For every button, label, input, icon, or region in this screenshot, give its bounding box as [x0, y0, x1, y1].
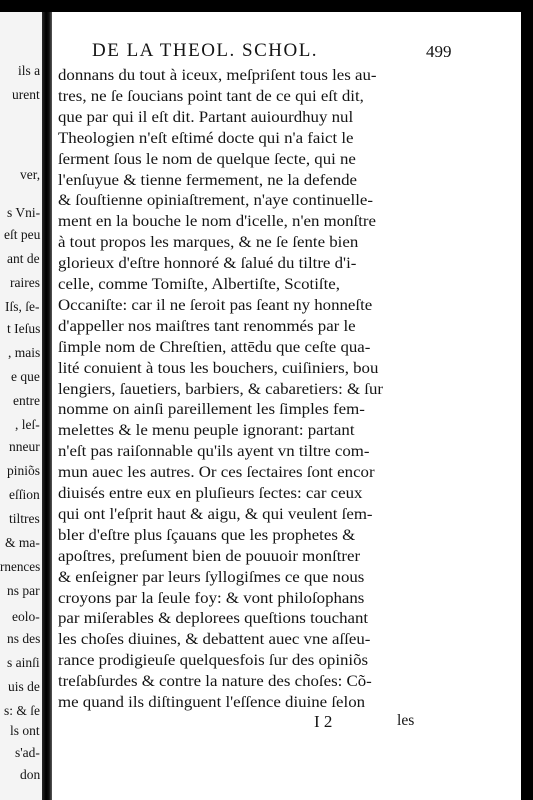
- text-line: ſerment ſous le nom de quelque ſecte, qui ne: [58, 150, 356, 168]
- text-line: glorieux d'eſtre honnoré & ſalué du tiltre d'i-: [58, 255, 357, 273]
- facing-page-text-line: Iſs, ſe-: [5, 299, 40, 314]
- facing-page-text-line: ns des: [7, 631, 41, 646]
- text-line: diuisés entre eux en pluſieurs ſectes: car ceux: [58, 485, 363, 502]
- facing-page-text-line: ver,: [20, 167, 41, 182]
- text-line: donnans du tout à iceux, meſpriſent tous les au-: [58, 67, 377, 84]
- facing-page-text-line: rnences: [0, 559, 41, 574]
- page-number: 499: [426, 42, 452, 61]
- facing-page-text-line: ns par: [7, 583, 40, 598]
- text-line: mun auec les autres. Or ces ſectaires ſont encor: [58, 464, 375, 482]
- facing-page-text-line: t Ieſus: [7, 321, 41, 336]
- text-line: par miſerables & deplorees queſtions touchant: [58, 610, 369, 628]
- text-line: ſimple nom de Chreſtien, attēdu que ceſte qua-: [58, 338, 371, 356]
- text-line: qui ont l'eſprit haut & aigu, & qui veulent ſem-: [58, 505, 373, 523]
- facing-page-text-line: s Vni-: [7, 205, 41, 220]
- facing-page-text-line: eolo-: [12, 609, 40, 624]
- text-line: bler d'eſtre plus ſçauans que les prophetes &: [58, 526, 356, 544]
- text-line: apoſtres, preſument bien de pouuoir monſtrer: [58, 547, 361, 565]
- text-line: tres, ne ſe ſoucians point tant de ce qui eſt dit,: [58, 87, 364, 105]
- facing-page-text-line: , leſ-: [15, 417, 40, 432]
- signature-mark: I 2: [314, 712, 333, 731]
- facing-page-text-line: ls ont: [10, 723, 40, 738]
- text-line: celle, comme Tomiſte, Albertiſte, Scotiſte,: [58, 276, 340, 293]
- text-line: & ſouſtienne opiniaſtrement, n'aye continuelle-: [58, 192, 373, 210]
- text-line: n'eſt pas raiſonnable qu'ils ayent vn tiltre com-: [58, 443, 370, 461]
- facing-page-text-line: don: [20, 767, 41, 782]
- text-line: me quand ils diſtinguent l'eſſence diuine ſelon: [58, 694, 366, 711]
- text-line: melettes & le menu peuple ignorant: partant: [58, 422, 355, 440]
- text-line: treſabſurdes & contre la nature des choſes: Cõ-: [58, 673, 372, 691]
- text-line: ment en la bouche le nom d'icelle, n'en monſtre: [58, 213, 377, 231]
- facing-page-text-line: piniõs: [7, 463, 41, 478]
- facing-page-text-line: & ma-: [5, 535, 40, 550]
- facing-page-text-line: tiltres: [9, 511, 40, 526]
- text-line: d'appeller nos maiſtres tant renommés par le: [58, 317, 356, 335]
- text-line: les choſes diuines, & debattent auec vne aſſeu-: [58, 631, 371, 649]
- text-line: nomme on ainſi pareillement les ſimples fem-: [58, 401, 365, 419]
- facing-page-text-line: s'ad-: [15, 745, 40, 760]
- book-gutter: [42, 12, 52, 800]
- scan-border-top: [0, 0, 533, 12]
- facing-page-text-line: eſſion: [9, 487, 40, 502]
- facing-page-text-line: ant de: [7, 251, 40, 266]
- text-line: que par qui il eſt dit. Partant auiourdhuy nul: [58, 108, 354, 126]
- facing-page-text-line: e que: [11, 369, 40, 384]
- text-line: Theologien n'eſt eſtimé docte qui n'a faict le: [58, 129, 354, 147]
- facing-page-text-line: nneur: [9, 439, 40, 454]
- text-line: croyons par la ſeule foy: & vont philoſophans: [58, 589, 365, 607]
- text-line: lité conuient à tous les bouchers, cuiſiniers, bou: [58, 359, 379, 377]
- facing-page-text-line: s ainſi: [7, 655, 40, 670]
- facing-page-text-line: raires: [10, 275, 40, 290]
- text-line: rance prodigieuſe quelquesfois ſur des opiniõs: [58, 652, 369, 670]
- text-line: Occaniſte: car il ne ſeroit pas ſeant ny honneſte: [58, 296, 373, 314]
- facing-page-text-line: urent: [12, 87, 40, 102]
- text-line: l'enſuyue & tienne fermement, ne la defende: [58, 171, 358, 189]
- facing-page-text-line: s: & ſe: [4, 703, 40, 718]
- text-line: & enſeigner par leurs ſyllogiſmes ce que nous: [58, 568, 365, 586]
- facing-page-text-line: eſt peu: [4, 227, 41, 242]
- facing-page-text-line: ils a: [18, 63, 41, 78]
- facing-page-text-line: uis de: [8, 679, 40, 694]
- facing-page-fragment: [0, 12, 42, 800]
- scan-border-right: [521, 0, 533, 800]
- catchword: les: [397, 712, 415, 729]
- text-line: lengiers, ſauetiers, barbiers, & cabaretiers: & ſur: [58, 380, 384, 398]
- facing-page-text-line: , mais: [8, 345, 41, 360]
- text-line: à tout propos les marques, & ne ſe ſente bien: [58, 234, 359, 252]
- running-head: DE LA THEOL. SCHOL.: [92, 40, 319, 61]
- facing-page-text-line: entre: [13, 393, 40, 408]
